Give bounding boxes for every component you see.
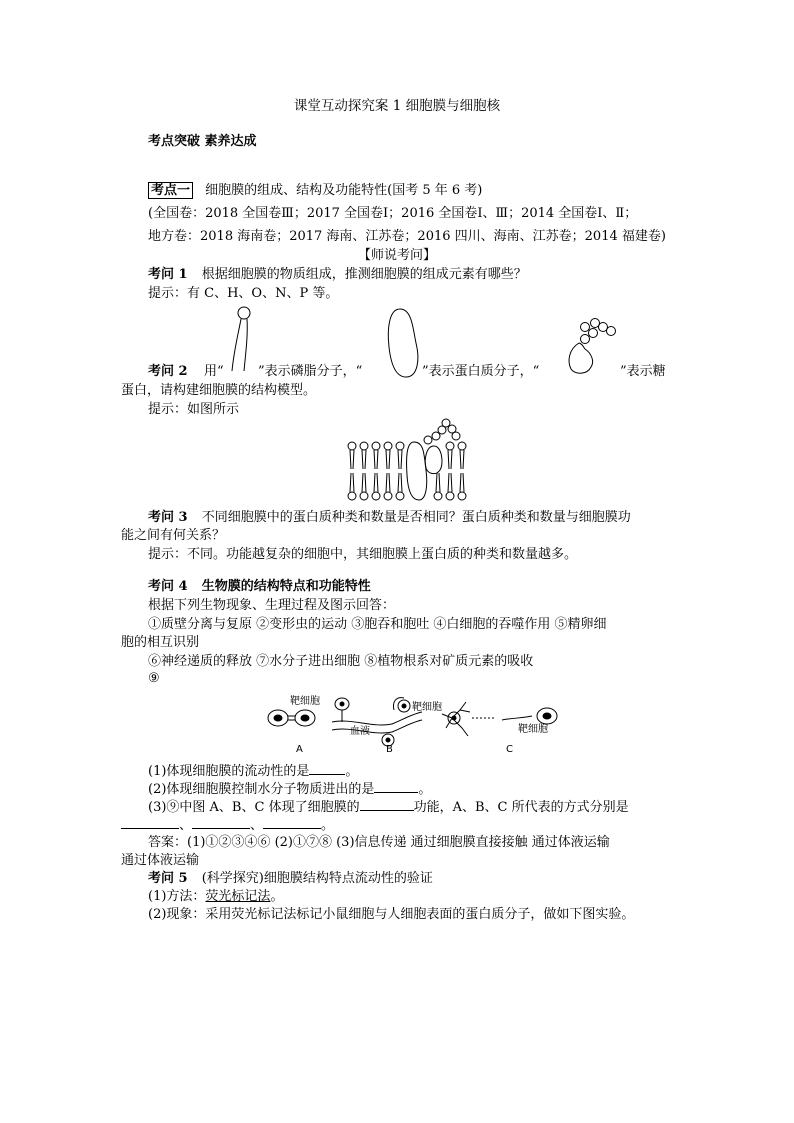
q4-items-2: 胞的相互识别	[121, 635, 200, 650]
q2-text-3: ”表示蛋白质分子，“	[422, 364, 540, 379]
q4-heading	[148, 578, 371, 596]
figure-b-blood-label: 血液	[350, 726, 370, 737]
q5-phenomenon: (2)现象：采用荧光标记法标记小鼠细胞与人细胞表面的蛋白质分子，做如下图实验。	[148, 907, 635, 922]
q4-sub-3	[148, 797, 629, 817]
kaodian-heading: 细胞膜的组成、结构及功能特性(国考 5 年 6 考)	[205, 183, 483, 198]
q1-hint: 提示：有 C、H、O、N、P 等。	[148, 286, 339, 301]
q3-label: 考问 3	[148, 510, 188, 525]
q4-sub-3-line-2	[121, 815, 334, 835]
q4-sub-3-blank-1	[360, 797, 414, 811]
q4-sub-3-text-a: (3)⑨中图 A、B、C 体现了细胞膜的	[148, 800, 360, 815]
figure-label-c: C	[506, 744, 513, 755]
q4-answer-label: 答案：	[148, 835, 188, 850]
q2-text-4: ”表示糖	[620, 364, 666, 379]
figure-a-target-label: 靶细胞	[290, 696, 320, 707]
q5-label: 考问 5	[148, 871, 188, 886]
q2-text-1: 用“	[204, 364, 224, 379]
q4-sub-3-blank-4	[263, 815, 321, 829]
protein-icon	[386, 307, 422, 379]
phospholipid-icon	[228, 305, 258, 375]
q4-sub-3-blank-2	[121, 815, 179, 829]
q5-method-end: 。	[270, 889, 284, 904]
q1-label: 考问 1	[148, 267, 188, 282]
q4-sub-2	[148, 779, 431, 799]
q4-sub-2-end: 。	[418, 782, 432, 797]
kaodian-heading-line	[148, 182, 482, 200]
figure-label-b: B	[386, 744, 393, 755]
figure-label-a: A	[296, 744, 303, 755]
q5-heading	[148, 870, 433, 888]
q4-answer-text-1: (1)①②③④⑥ (2)①⑦⑧ (3)信息传递 通过细胞膜直接接触 通过体液运输	[187, 835, 610, 850]
q4-sub-3-blank-3	[192, 815, 250, 829]
section-heading: 考点突破 素养达成	[148, 134, 257, 149]
q4-title: 生物膜的结构特点和功能特性	[201, 579, 371, 594]
q2-line	[148, 363, 188, 381]
q5-method-line	[148, 888, 283, 906]
figure-b-target-label: 靶细胞	[412, 702, 442, 713]
q4-sub-1-end: 。	[345, 764, 359, 779]
q3-text-1: 不同细胞膜中的蛋白质种类和数量是否相同？蛋白质种类和数量与细胞膜功	[201, 510, 631, 525]
membrane-model-diagram	[340, 420, 480, 502]
q4-answer-line-1	[148, 834, 610, 852]
q4-sub-3-sep-2: 、	[250, 818, 264, 833]
q1-line	[148, 266, 527, 284]
q4-sub-3-text-b: 功能，A、B、C 所代表的方式分别是	[413, 800, 629, 815]
q2-label: 考问 2	[148, 364, 188, 379]
q4-sub-1-text: (1)体现细胞膜的流动性的是	[148, 764, 310, 779]
q2-text-2: ”表示磷脂分子，“	[258, 364, 363, 379]
q4-sub-2-text: (2)体现细胞膜控制水分子物质进出的是	[148, 782, 375, 797]
q2-hint: 提示：如图所示	[148, 402, 240, 417]
q3-hint: 提示：不同。功能越复杂的细胞中，其细胞膜上蛋白质的种类和数量越多。	[148, 547, 578, 562]
q4-sub-3-end: 。	[321, 818, 335, 833]
shishuo-heading: 【师说考问】	[357, 248, 436, 263]
document-title: 课堂互动探究案 1 细胞膜与细胞核	[293, 98, 501, 114]
cell-communication-diagram	[262, 688, 562, 758]
q4-items-3: ⑥神经递质的释放 ⑦水分子进出细胞 ⑧植物根系对矿质元素的吸收	[148, 654, 534, 669]
q4-sub-1-blank	[309, 761, 345, 775]
q4-label: 考问 4	[148, 579, 188, 594]
glycoprotein-icon	[563, 317, 623, 379]
q4-items-4: ⑨	[148, 671, 160, 686]
figure-c-target-label: 靶细胞	[518, 724, 548, 735]
q5-method-answer: 荧光标记法	[205, 889, 271, 904]
q4-sub-1	[148, 761, 358, 781]
kaodian-source-2: 地方卷：2018 海南卷；2017 海南、江苏卷；2016 四川、海南、江苏卷；2014 福建卷)	[148, 229, 666, 244]
q4-intro: 根据下列生物现象、生理过程及图示回答：	[148, 598, 396, 613]
q5-title: (科学探究)细胞膜结构特点流动性的验证	[201, 871, 433, 886]
q3-line-1	[148, 509, 631, 527]
q4-answer-text-2: 通过体液运输	[121, 853, 200, 868]
q1-text: 根据细胞膜的物质组成，推测细胞膜的组成元素有哪些？	[201, 267, 527, 282]
q4-sub-2-blank	[374, 779, 418, 793]
kaodian-tag: 考点一	[148, 182, 193, 199]
kaodian-source-1: (全国卷：2018 全国卷Ⅲ；2017 全国卷Ⅰ；2016 全国卷Ⅰ、Ⅲ；2014 全国卷Ⅰ、Ⅱ；	[148, 206, 638, 221]
q4-items-1: ①质壁分离与复原 ②变形虫的运动 ③胞吞和胞吐 ④白细胞的吞噬作用 ⑤精卵细	[148, 617, 607, 632]
q5-method-prefix: (1)方法：	[148, 889, 206, 904]
q4-sub-3-sep-1: 、	[179, 818, 193, 833]
q2-line-2: 蛋白，请构建细胞膜的结构模型。	[121, 383, 317, 398]
q3-text-2: 能之间有何关系？	[121, 528, 226, 543]
